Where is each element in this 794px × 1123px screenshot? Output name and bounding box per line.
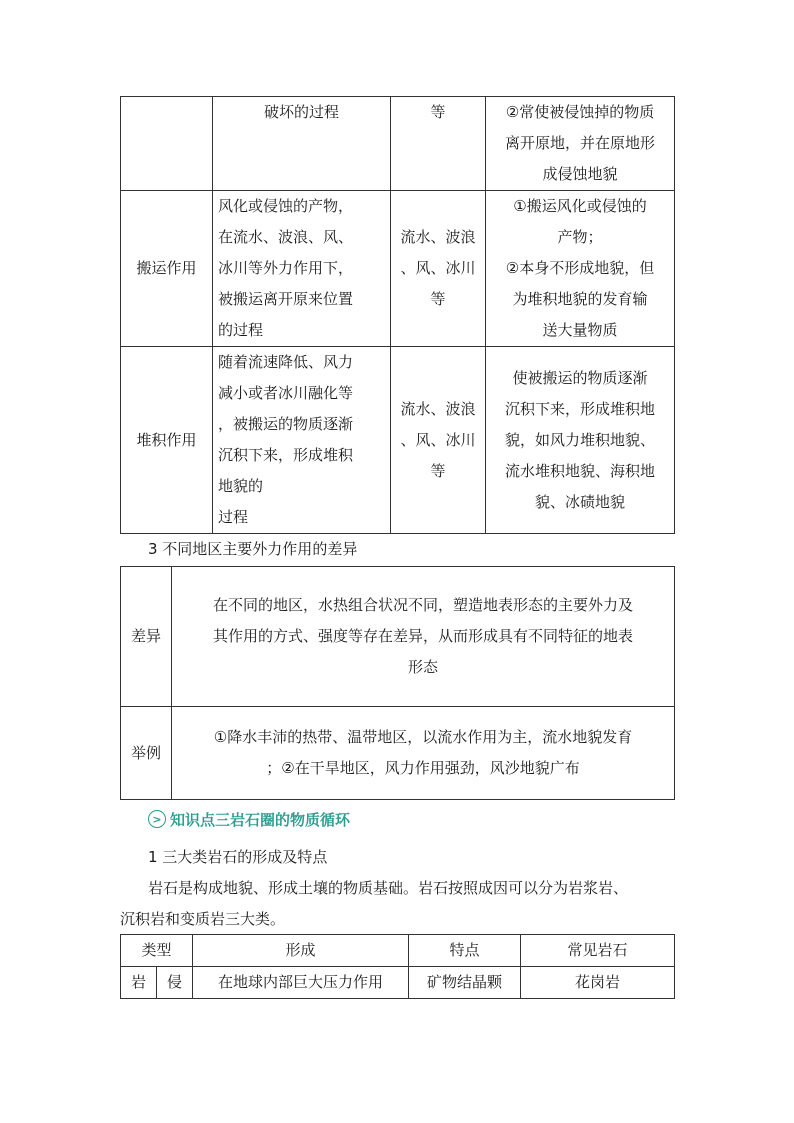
process-definition: 风化或侵蚀的产物， 在流水、波浪、风、 冰川等外力作用下， 被搬运离开原来位置 的过程 (213, 191, 391, 347)
table-row (121, 707, 675, 800)
rock-category: 岩 (121, 967, 157, 999)
process-effect: ②常使被侵蚀掉的物质 离开原地，并在原地形 成侵蚀地貌 (486, 97, 675, 191)
rock-subtype: 侵 (157, 967, 193, 999)
row-content-difference: 在不同的地区，水热组合状况不同，塑造地表形态的主要外力及 其作用的方式、强度等存在差异，从而形成具有不同特征的地表 形态 (172, 567, 675, 707)
rock-example: 花岗岩 (521, 967, 675, 999)
header-example: 常见岩石 (521, 935, 675, 967)
regional-difference-table (120, 566, 675, 800)
knowledge-point-title: 知识点三岩石圈的物质循环 (170, 810, 351, 829)
process-name (121, 97, 213, 191)
table-row (121, 967, 675, 999)
table-row (121, 191, 675, 347)
section-3-title: 3 不同地区主要外力作用的差异 (148, 540, 358, 558)
process-agents: 流水、波浪 、风、冰川 等 (391, 191, 486, 347)
process-effect: 使被搬运的物质逐渐 沉积下来，形成堆积地 貌，如风力堆积地貌、 流水堆积地貌、海积地 貌、冰碛地貌 (486, 347, 675, 534)
process-agents: 等 (391, 97, 486, 191)
chevron-circle-icon: > (148, 810, 166, 828)
process-effect: ①搬运风化或侵蚀的 产物； ②本身不形成地貌，但 为堆积地貌的发育输 送大量物质 (486, 191, 675, 347)
table-row (121, 97, 675, 191)
row-content-example: ①降水丰沛的热带、温带地区，以流水作用为主，流水地貌发育 ；②在干旱地区，风力作用强劲，风沙地貌广布 (172, 707, 675, 800)
section-1-title: 1 三大类岩石的形成及特点 (148, 848, 328, 866)
table-header-row (121, 935, 675, 967)
rock-feature: 矿物结晶颗 (409, 967, 521, 999)
table-row (121, 347, 675, 534)
rock-formation: 在地球内部巨大压力作用 (193, 967, 409, 999)
process-definition: 随着流速降低、风力 减小或者冰川融化等 ，被搬运的物质逐渐 沉积下来，形成堆积 地貌的 过程 (213, 347, 391, 534)
external-forces-table (120, 96, 675, 534)
process-name: 堆积作用 (121, 347, 213, 534)
header-feature: 特点 (409, 935, 521, 967)
header-formation: 形成 (193, 935, 409, 967)
process-definition: 破坏的过程 (213, 97, 391, 191)
knowledge-point-heading (148, 806, 350, 832)
header-type: 类型 (121, 935, 193, 967)
process-name: 搬运作用 (121, 191, 213, 347)
table-row (121, 567, 675, 707)
row-label-difference: 差异 (121, 567, 172, 707)
row-label-example: 举例 (121, 707, 172, 800)
process-agents: 流水、波浪 、风、冰川 等 (391, 347, 486, 534)
intro-paragraph-line-2: 沉积岩和变质岩三大类。 (120, 910, 286, 928)
intro-paragraph-line-1: 岩石是构成地貌、形成土壤的物质基础。岩石按照成因可以分为岩浆岩、 (148, 879, 629, 897)
rock-types-table (120, 934, 675, 999)
